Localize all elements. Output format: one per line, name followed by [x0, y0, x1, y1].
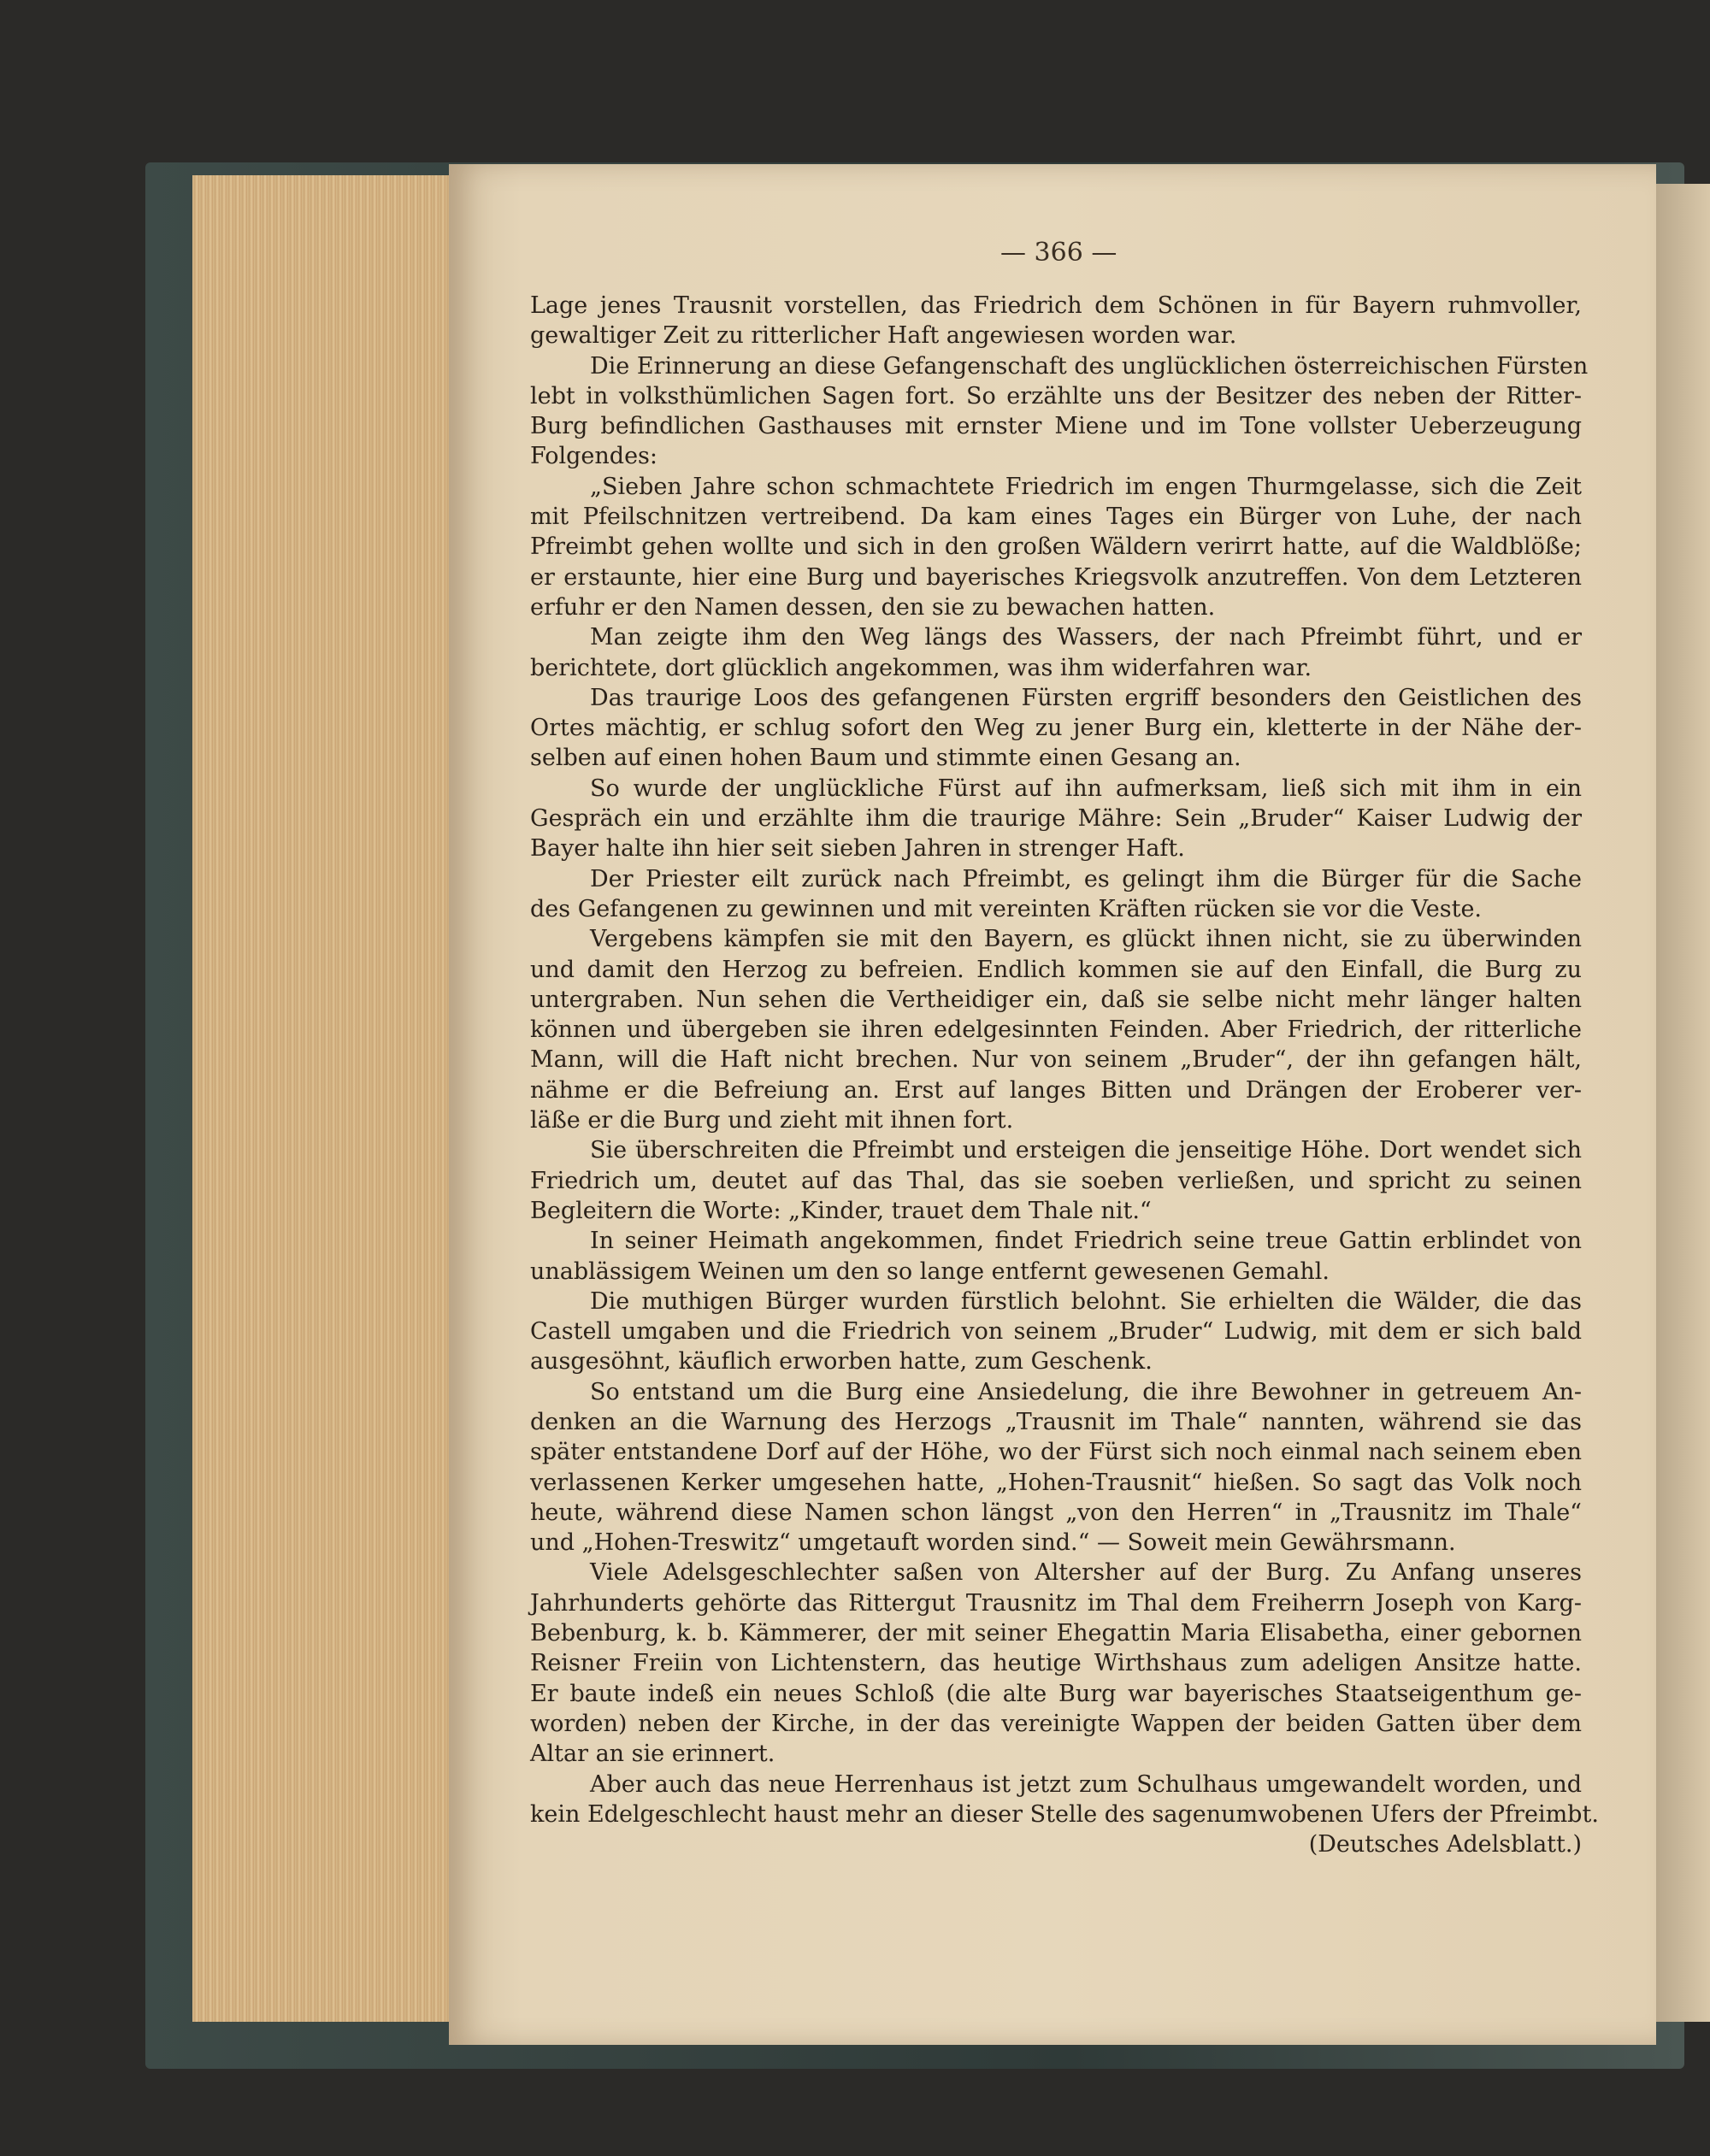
text-line: läße er die Burg und zieht mit ihnen fort.	[530, 1107, 1014, 1134]
text-line: Castell umgaben und die Friedrich von seinem „Bruder“ Ludwig, mit dem er sich bald	[530, 1318, 1582, 1346]
text-line: Er baute indeß ein neues Schloß (die alte Burg war bayerisches Staatseigenthum ge-	[530, 1680, 1582, 1707]
page-edges	[192, 175, 466, 2022]
text-line: Das traurige Loos des gefangenen Fürsten ergriff besonders den Geistlichen des	[590, 684, 1582, 711]
text-line: Folgendes:	[530, 443, 658, 470]
text-line: Aber auch das neue Herrenhaus ist jetzt zum Schulhaus umgewandelt worden, und	[590, 1770, 1582, 1798]
text-line: Die muthigen Bürger wurden fürstlich belohnt. Sie erhielten die Wälder, die das	[590, 1287, 1582, 1315]
text-line: Begleitern die Worte: „Kinder, trauet dem Thale nit.“	[530, 1197, 1152, 1224]
text-line: erfuhr er den Namen dessen, den sie zu bewachen hatten.	[530, 593, 1216, 621]
page-number: — 366 —	[1000, 238, 1117, 268]
text-line: können und übergeben sie ihren edelgesinnten Feinden. Aber Friedrich, der ritterliche	[530, 1016, 1582, 1044]
text-line: Reisner Freiin von Lichtenstern, das heutige Wirthshaus zum adeligen Ansitze hatte.	[530, 1650, 1582, 1677]
text-line: „Sieben Jahre schon schmachtete Friedrich im engen Thurmgelasse, sich die Zeit	[590, 473, 1582, 500]
text-line: er erstaunte, hier eine Burg und bayerisches Kriegsvolk anzutreffen. Von dem Letzteren	[530, 563, 1582, 591]
text-line: Sie überschreiten die Pfreimbt und ersteigen die jenseitige Höhe. Dort wendet sich	[590, 1137, 1582, 1164]
text-line: Die Erinnerung an diese Gefangenschaft des unglücklichen österreichischen Fürsten	[590, 352, 1589, 380]
text-line: untergraben. Nun sehen die Vertheidiger ein, daß sie selbe nicht mehr länger halten	[530, 986, 1582, 1013]
body-text	[530, 291, 1599, 1859]
text-line: mit Pfeilschnitzen vertreibend. Da kam eines Tages ein Bürger von Luhe, der nach	[530, 504, 1582, 531]
text-line: Bebenburg, k. b. Kämmerer, der mit seiner Ehegattin Maria Elisabetha, einer gebornen	[530, 1620, 1582, 1647]
facing-page-edge	[1656, 184, 1710, 2022]
text-line: kein Edelgeschlecht haust mehr an dieser Stelle des sagenumwobenen Ufers der Pfreimbt.	[530, 1800, 1599, 1828]
text-line: Jahrhunderts gehörte das Rittergut Trausnitz im Thal dem Freiherrn Joseph von Karg-	[530, 1589, 1582, 1617]
text-line: In seiner Heimath angekommen, findet Friedrich seine treue Gattin erblindet von	[590, 1228, 1582, 1255]
text-line: ausgesöhnt, käuflich erworben hatte, zum Geschenk.	[530, 1348, 1153, 1375]
text-line: (Deutsches Adelsblatt.)	[1308, 1831, 1582, 1859]
text-line: und „Hohen-Treswitz“ umgetauft worden sind.“ — Soweit mein Gewährsmann.	[530, 1529, 1456, 1557]
text-line: lebt in volksthümlichen Sagen fort. So erzählte uns der Besitzer des neben der Ritter-	[530, 382, 1582, 409]
text-line: Man zeigte ihm den Weg längs des Wassers, der nach Pfreimbt führt, und er	[590, 624, 1582, 651]
text-line: Vergebens kämpfen sie mit den Bayern, es glückt ihnen nicht, sie zu überwinden	[590, 926, 1582, 953]
text-line: Ortes mächtig, er schlug sofort den Weg zu jener Burg ein, kletterte in der Nähe der-	[530, 715, 1582, 742]
text-line: selben auf einen hohen Baum und stimmte einen Gesang an.	[530, 745, 1241, 772]
text-line: Gespräch ein und erzählte ihm die traurige Mähre: Sein „Bruder“ Kaiser Ludwig der	[530, 805, 1582, 833]
text-line: Bayer halte ihn hier seit sieben Jahren in strenger Haft.	[530, 835, 1185, 863]
text-line: denken an die Warnung des Herzogs „Trausnit im Thale“ nannten, während sie das	[530, 1408, 1582, 1435]
text-line: Burg befindlichen Gasthauses mit ernster Miene und im Tone vollster Ueberzeugung	[530, 413, 1582, 440]
text-line: verlassenen Kerker umgesehen hatte, „Hohen-Trausnit“ hießen. So sagt das Volk noch	[530, 1469, 1582, 1496]
text-line: später entstandene Dorf auf der Höhe, wo der Fürst sich noch einmal nach seinem eben	[530, 1439, 1582, 1466]
text-line: gewaltiger Zeit zu ritterlicher Haft angewiesen worden war.	[530, 322, 1237, 350]
text-line: Pfreimbt gehen wollte und sich in den großen Wäldern verirrt hatte, auf die Waldblöße;	[530, 533, 1582, 561]
text-line: Mann, will die Haft nicht brechen. Nur von seinem „Bruder“, der ihn gefangen hält,	[530, 1046, 1582, 1074]
text-line: So entstand um die Burg eine Ansiedelung, die ihre Bewohner in getreuem An-	[590, 1378, 1582, 1405]
text-line: heute, während diese Namen schon längst „von den Herren“ in „Trausnitz im Thale“	[530, 1499, 1582, 1526]
text-line: So wurde der unglückliche Fürst auf ihn aufmerksam, ließ sich mit ihm in ein	[590, 775, 1582, 802]
text-line: berichtete, dort glücklich angekommen, was ihm widerfahren war.	[530, 654, 1312, 681]
text-line: unablässigem Weinen um den so lange entfernt gewesenen Gemahl.	[530, 1258, 1330, 1285]
text-line: und damit den Herzog zu befreien. Endlich kommen sie auf den Einfall, die Burg zu	[530, 956, 1582, 983]
text-line: worden) neben der Kirche, in der das vereinigte Wappen der beiden Gatten über dem	[530, 1710, 1582, 1737]
text-line: Der Priester eilt zurück nach Pfreimbt, es gelingt ihm die Bürger für die Sache	[590, 865, 1582, 892]
text-line: des Gefangenen zu gewinnen und mit vereinten Kräften rücken sie vor die Veste.	[530, 895, 1483, 922]
text-line: Friedrich um, deutet auf das Thal, das sie soeben verließen, und spricht zu seinen	[530, 1167, 1582, 1194]
text-line: Lage jenes Trausnit vorstellen, das Friedrich dem Schönen in für Bayern ruhmvoller,	[530, 292, 1582, 319]
text-line: Altar an sie erinnert.	[530, 1741, 775, 1768]
text-line: Viele Adelsgeschlechter saßen von Altersher auf der Burg. Zu Anfang unseres	[590, 1559, 1582, 1587]
text-line: nähme er die Befreiung an. Erst auf langes Bitten und Drängen der Eroberer ver-	[530, 1076, 1582, 1104]
